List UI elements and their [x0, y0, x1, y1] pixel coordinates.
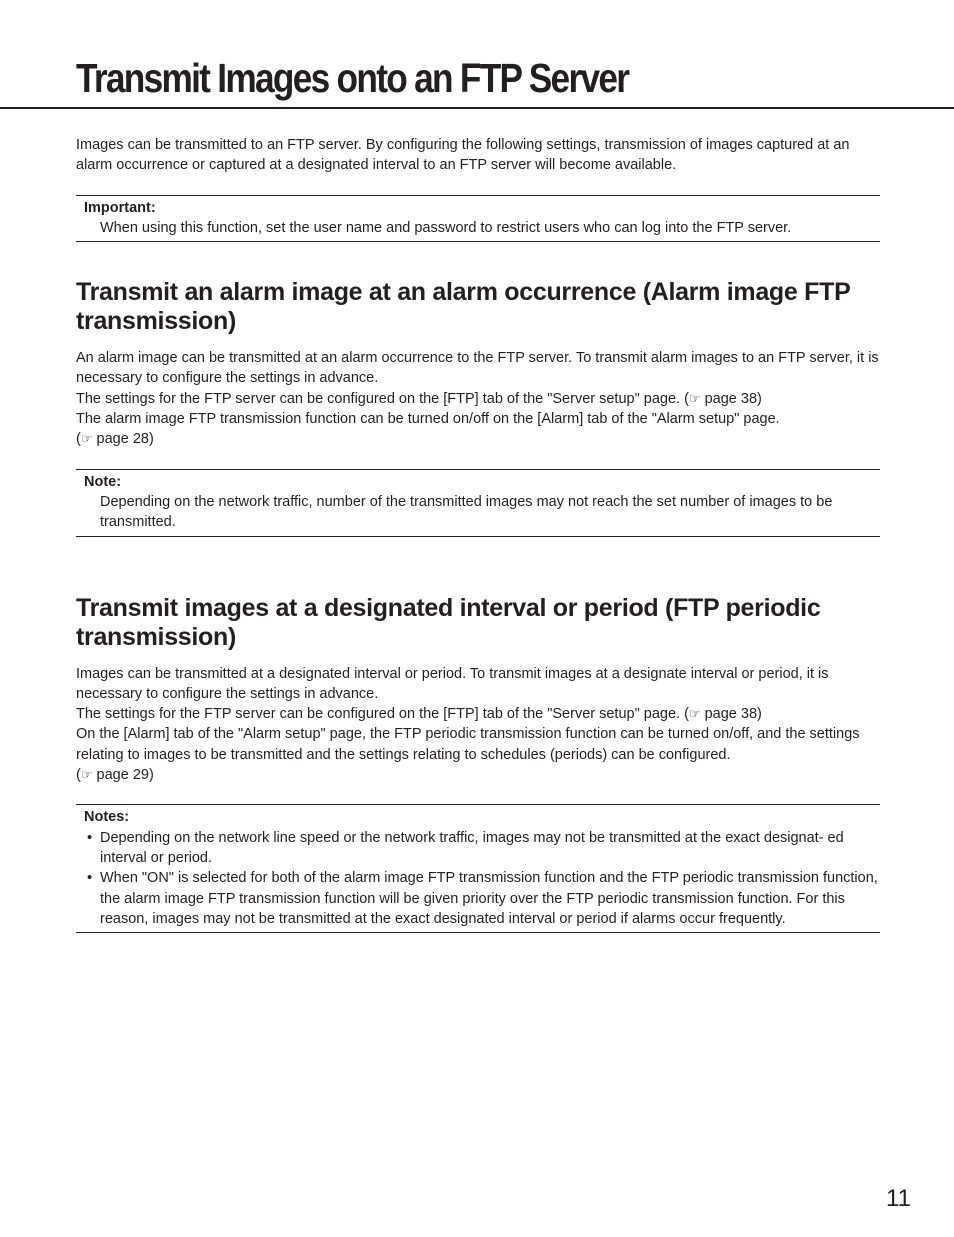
section-heading-alarm-ftp: Transmit an alarm image at an alarm occurrence (Alarm image FTP transmission) [76, 278, 851, 336]
page-reference: page 29) [92, 767, 154, 784]
page-reference: page 38) [700, 706, 762, 723]
note-title: Note: [84, 473, 122, 490]
paragraph: An alarm image can be transmitted at an alarm occurrence to the FTP server. To transmit alarm images to an FTP server, it is necessary to configure the settings in advance. [76, 350, 879, 387]
pointing-hand-icon: ☞ [688, 390, 701, 406]
notes-box [76, 804, 880, 933]
paragraph-ref-server-setup: The settings for the FTP server can be configured on the [FTP] tab of the "Server setup" page. (☞ page 38) [76, 390, 762, 407]
paragraph-ref-alarm-setup: (☞ page 29) [76, 767, 154, 784]
page-content [76, 135, 880, 933]
intro-paragraph: Images can be transmitted to an FTP server. By configuring the following settings, transmission of images captured at an alarm occurrence or captured at a designated interval to an FTP server will become available. [76, 137, 850, 174]
note-box [76, 469, 880, 537]
important-box [76, 195, 880, 243]
notes-list [76, 828, 880, 929]
page-title: Transmit Images onto an FTP Server [76, 55, 629, 101]
bullet: • [87, 829, 93, 846]
list-item: • When "ON" is selected for both of the alarm image FTP transmission function and the FTP periodic transmission function, the alarm image FTP transmission function will be given priority over the FTP periodic transmission function. For this reason, images may not be transmitted at the exact designated interval or period if alarms occur frequently. [87, 870, 878, 927]
important-text: When using this function, set the user name and password to restrict users who can log into the FTP server. [100, 219, 792, 236]
pointing-hand-icon: ☞ [688, 706, 701, 722]
paragraph: The alarm image FTP transmission function can be turned on/off on the [Alarm] tab of the "Alarm setup" page. [76, 411, 780, 428]
important-title: Important: [84, 199, 156, 216]
page-number: 11 [886, 1185, 911, 1212]
paragraph: Images can be transmitted at a designated interval or period. To transmit images at a designate interval or period, it is necessary to configure the settings in advance. [76, 665, 829, 702]
section-body-alarm-ftp [76, 348, 880, 449]
section-heading-periodic-ftp: Transmit images at a designated interval or period (FTP periodic transmission) [76, 593, 821, 651]
list-item: • Depending on the network line speed or the network traffic, images may not be transmitted at the exact designat- ed interval or period. [87, 829, 844, 866]
pointing-hand-icon: ☞ [80, 767, 93, 783]
note-text: Depending on the network traffic, number of the transmitted images may not reach the set number of images to be transmitted. [100, 493, 833, 531]
notes-title: Notes: [84, 809, 130, 826]
bullet: • [87, 870, 93, 887]
title-rule [0, 107, 954, 109]
page-reference: page 38) [700, 390, 762, 407]
paragraph: On the [Alarm] tab of the "Alarm setup" page, the FTP periodic transmission function can be turned on/off, and the settings relating to images to be transmitted and the settings relating to schedules (periods) can be configured. [76, 726, 860, 763]
pointing-hand-icon: ☞ [80, 431, 93, 447]
page-reference: page 28) [92, 431, 154, 448]
paragraph-ref-alarm-setup: (☞ page 28) [76, 431, 154, 448]
section-body-periodic-ftp [76, 664, 880, 786]
paragraph-ref-server-setup: The settings for the FTP server can be configured on the [FTP] tab of the "Server setup" page. (☞ page 38) [76, 706, 762, 723]
